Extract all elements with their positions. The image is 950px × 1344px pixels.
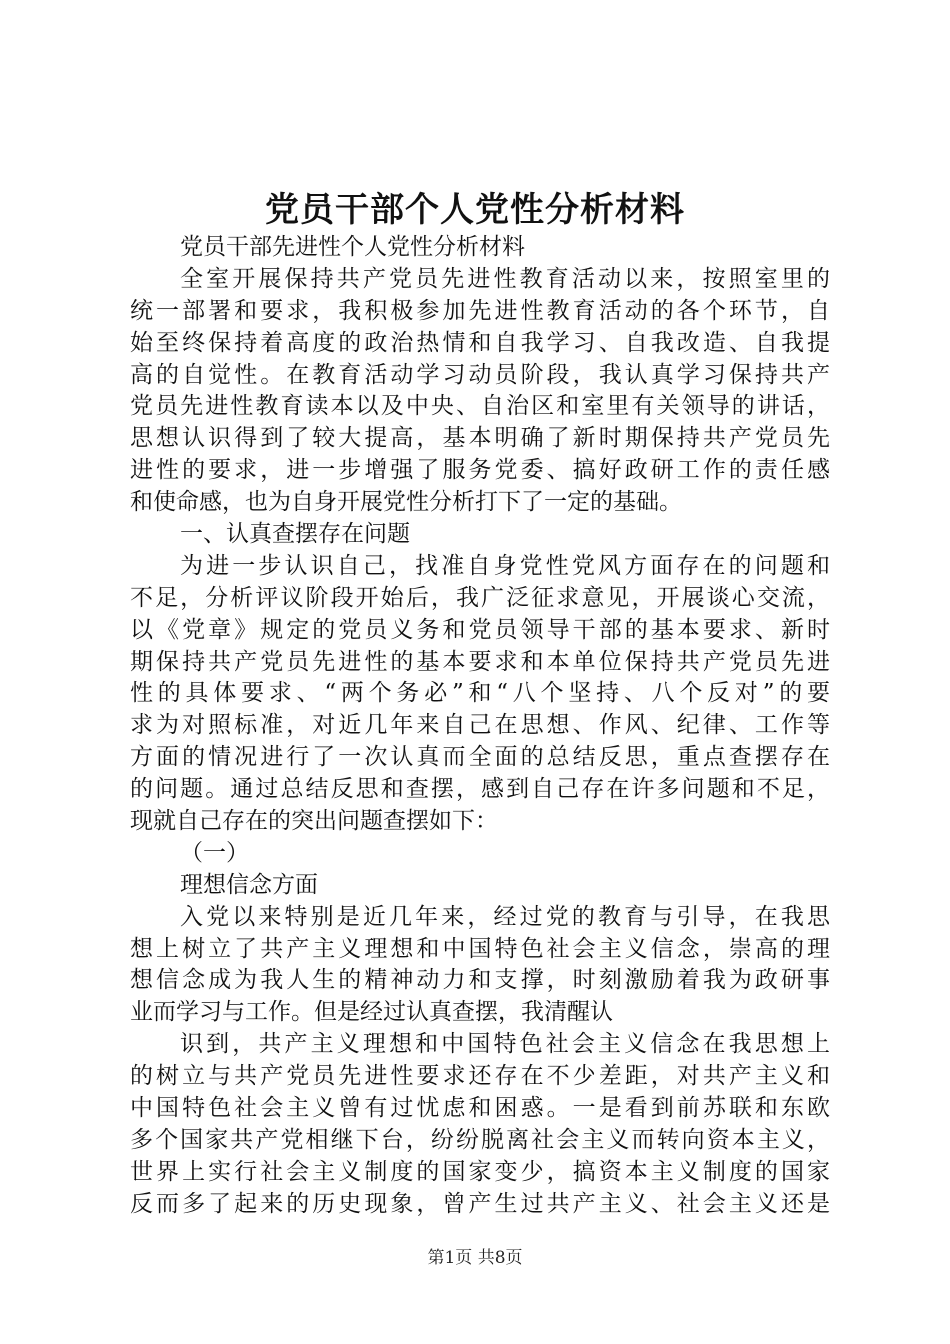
body-line: 期保持共产党员先进性的基本要求和本单位保持共产党员先进	[130, 648, 830, 675]
body-line: 一、认真查摆存在问题	[180, 521, 410, 548]
body-line: 始至终保持着高度的政治热情和自我学习、自我改造、自我提	[130, 329, 830, 356]
body-line: （一）	[180, 839, 249, 866]
body-line: 为进一步认识自己，找准自身党性党风方面存在的问题和	[180, 552, 830, 579]
body-line: 统一部署和要求，我积极参加先进性教育活动的各个环节，自	[130, 297, 830, 324]
body-line: 想上树立了共产主义理想和中国特色社会主义信念，崇高的理	[130, 935, 830, 962]
body-line: 性的具体要求、“两个务必”和“八个坚持、八个反对”的要	[130, 680, 830, 707]
body-line: 多个国家共产党相继下台，纷纷脱离社会主义而转向资本主义，	[130, 1126, 830, 1153]
body-line: 党员先进性教育读本以及中央、自治区和室里有关领导的讲话，	[130, 393, 830, 420]
body-line: 高的自觉性。在教育活动学习动员阶段，我认真学习保持共产	[130, 361, 830, 388]
body-line: 识到，共产主义理想和中国特色社会主义信念在我思想上	[180, 1031, 830, 1058]
body-line: 党员干部先进性个人党性分析材料	[180, 234, 525, 260]
body-line: 理想信念方面	[180, 871, 318, 898]
page-footer: 第1页 共8页	[427, 1248, 523, 1268]
body-line: 的问题。通过总结反思和查摆，感到自己存在许多问题和不足，	[130, 776, 830, 803]
body-line: 求为对照标准，对近几年来自己在思想、作风、纪律、工作等	[130, 712, 830, 739]
document-title: 党员干部个人党性分析材料	[265, 190, 685, 230]
body-line: 中国特色社会主义曾有过忧虑和困惑。一是看到前苏联和东欧	[130, 1095, 830, 1122]
body-line: 思想认识得到了较大提高，基本明确了新时期保持共产党员先	[130, 425, 830, 452]
body-line: 现就自己存在的突出问题查摆如下：	[130, 808, 498, 835]
body-line: 世界上实行社会主义制度的国家变少，搞资本主义制度的国家	[130, 1158, 830, 1185]
body-line: 入党以来特别是近几年来，经过党的教育与引导，在我思	[180, 903, 830, 930]
body-line: 想信念成为我人生的精神动力和支撑，时刻激励着我为政研事	[130, 967, 830, 994]
body-line: 进性的要求，进一步增强了服务党委、搞好政研工作的责任感	[130, 457, 830, 484]
body-line: 和使命感，也为自身开展党性分析打下了一定的基础。	[130, 489, 682, 516]
body-line: 全室开展保持共产党员先进性教育活动以来，按照室里的	[180, 265, 830, 292]
body-line: 以《党章》规定的党员义务和党员领导干部的基本要求、新时	[130, 616, 830, 643]
body-line: 的树立与共产党员先进性要求还存在不少差距，对共产主义和	[130, 1063, 830, 1090]
body-line: 不足，分析评议阶段开始后，我广泛征求意见，开展谈心交流，	[130, 584, 830, 611]
body-line: 反而多了起来的历史现象，曾产生过共产主义、社会主义还是	[130, 1190, 830, 1217]
body-line: 业而学习与工作。但是经过认真查摆，我清醒认	[130, 999, 613, 1026]
document-body	[130, 232, 830, 1221]
body-line: 方面的情况进行了一次认真而全面的总结反思，重点查摆存在	[130, 744, 830, 771]
